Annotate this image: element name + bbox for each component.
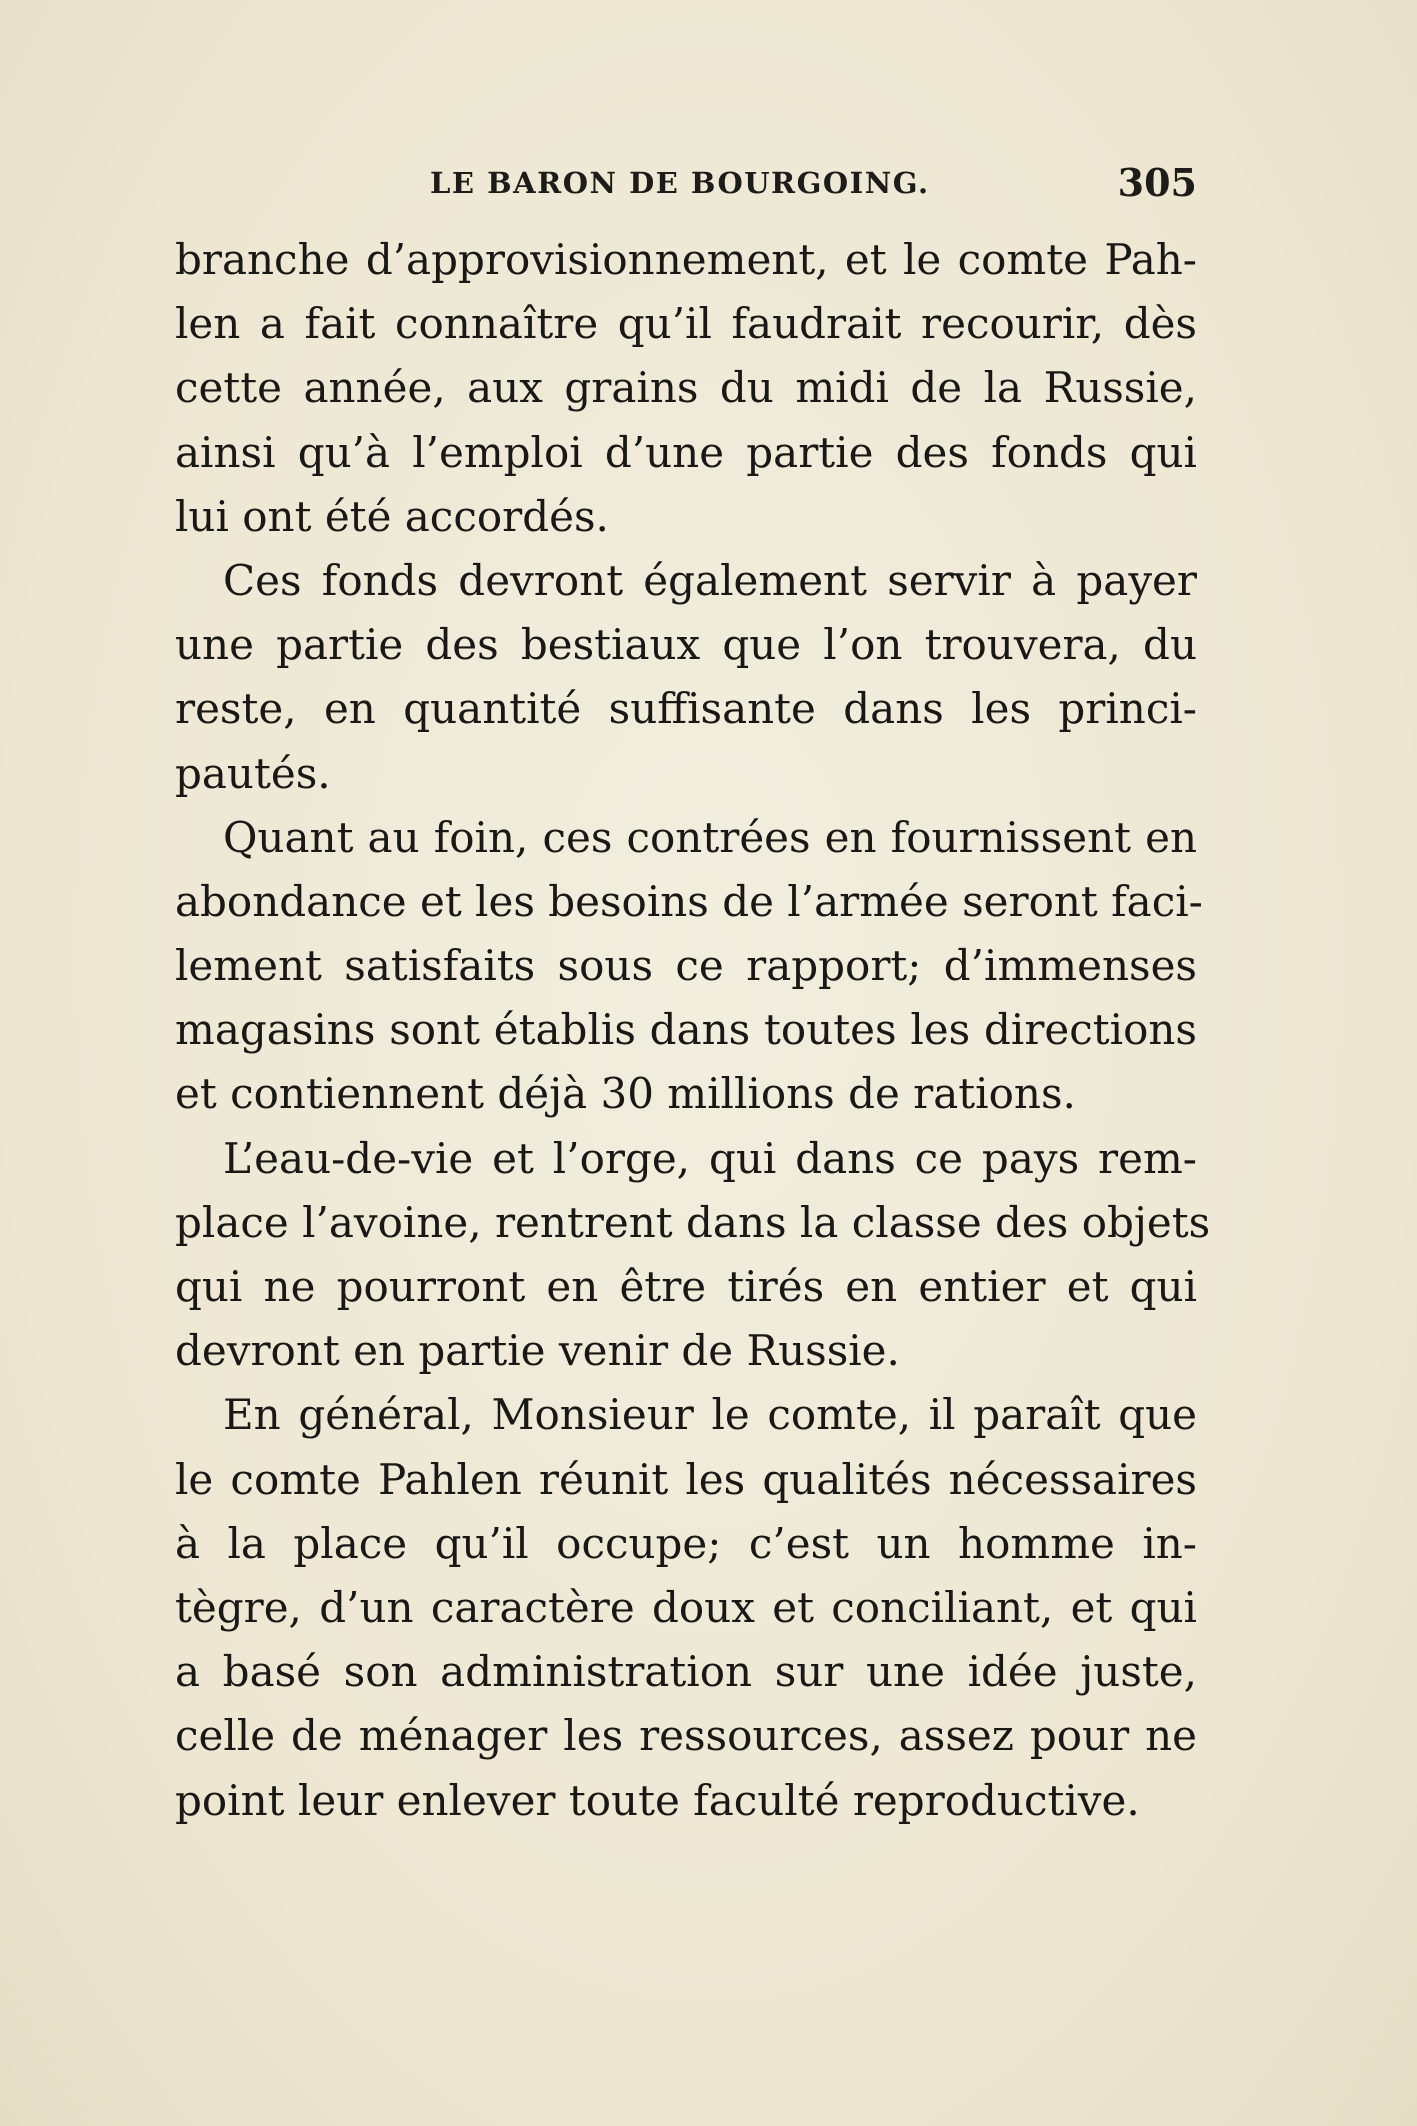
text-line: celle de ménager les ressources, assez pour ne: [175, 1711, 1197, 1761]
running-head: [175, 160, 1197, 210]
body-text: [175, 228, 1211, 1833]
text-line: Ces fonds devront également servir à payer: [223, 555, 1197, 605]
text-line: En général, Monsieur le comte, il paraît que: [223, 1390, 1197, 1440]
running-title: LE BARON DE BOURGOING.: [430, 166, 930, 200]
text-line: lement satisfaits sous ce rapport; d’immenses: [175, 941, 1197, 991]
text-line: tègre, d’un caractère doux et conciliant, et qui: [175, 1582, 1197, 1632]
text-line: len a fait connaître qu’il faudrait recourir, dès: [175, 299, 1197, 349]
text-line: branche d’approvisionnement, et le comte Pah-: [175, 235, 1197, 284]
text-line: Quant au foin, ces contrées en fournissent en: [223, 812, 1197, 862]
text-line: magasins sont établis dans toutes les directions: [175, 1005, 1197, 1055]
text-line: cette année, aux grains du midi de la Russie,: [175, 363, 1197, 413]
text-line: lui ont été accordés.: [175, 491, 609, 541]
text-line: reste, en quantité suffisante dans les princi-: [175, 684, 1197, 734]
text-line: point leur enlever toute faculté reproductive.: [175, 1775, 1140, 1825]
text-line: qui ne pourront en être tirés en entier et qui: [175, 1262, 1197, 1311]
text-line: et contiennent déjà 30 millions de rations.: [175, 1069, 1076, 1119]
text-line: a basé son administration sur une idée juste,: [175, 1647, 1197, 1697]
text-line: abondance et les besoins de l’armée seront faci-: [175, 876, 1203, 926]
page-number: 305: [1117, 160, 1197, 205]
text-line: L’eau-de-vie et l’orge, qui dans ce pays rem-: [223, 1133, 1197, 1183]
text-line: ainsi qu’à l’emploi d’une partie des fonds qui: [175, 427, 1197, 477]
text-line: le comte Pahlen réunit les qualités nécessaires: [175, 1454, 1197, 1504]
text-line: une partie des bestiaux que l’on trouvera, du: [175, 620, 1197, 670]
text-line: pautés.: [175, 748, 331, 798]
text-line: place l’avoine, rentrent dans la classe des objets: [175, 1197, 1211, 1247]
text-line: devront en partie venir de Russie.: [175, 1326, 900, 1376]
text-line: à la place qu’il occupe; c’est un homme in-: [175, 1518, 1197, 1568]
